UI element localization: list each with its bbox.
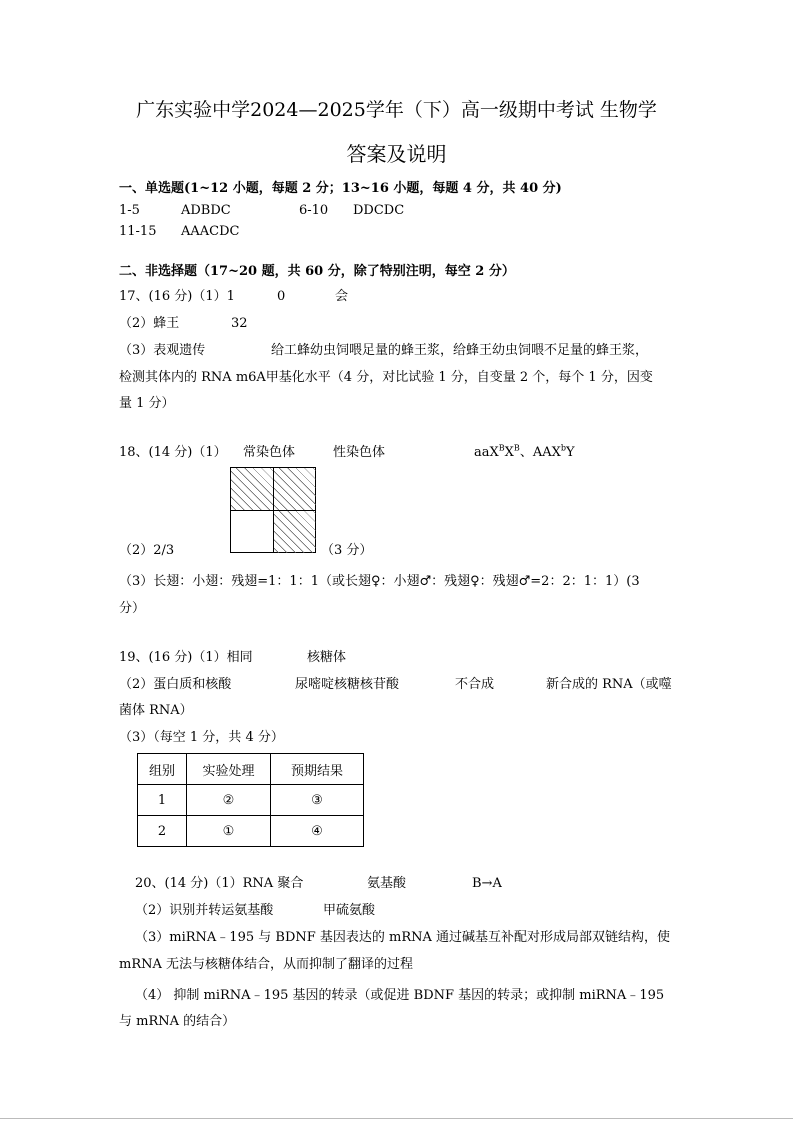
mc-range-11-15: 11-15 [119, 224, 157, 239]
q19-answer-2: 核糖体 [307, 650, 347, 665]
table-cell: ② [187, 785, 271, 816]
q20-part2: （2）识别并转运氨基酸 [135, 903, 274, 918]
q17-part3-answer: 给工蜂幼虫饲喂足量的蜂王浆，给蜂王幼虫饲喂不足量的蜂王浆， [271, 343, 649, 358]
q18-part3: （3）长翅：小翅：残翅=1：1：1（或长翅♀：小翅♂：残翅♀：残翅♂=2：2：1：1）(3 [119, 574, 640, 589]
q19-part2-line2: 菌体 RNA） [119, 703, 193, 718]
q20-part2-answer: 甲硫氨酸 [323, 903, 376, 918]
q18-genotypes: $aaX^BX^B$、AAX$^b$Y [474, 443, 575, 460]
q17-part3: （3）表观遗传 [119, 343, 206, 358]
mc-answers-1-5: ADBDC [181, 203, 231, 218]
section2-heading: 二、非选择题（17~20 题，共 60 分，除了特别注明，每空 2 分） [119, 264, 515, 279]
mc-answers-11-15: AAACDC [181, 224, 240, 239]
section1-heading: 一、单选题(1~12 小题，每题 2 分；13~16 小题，每题 4 分，共 40 分) [119, 181, 562, 196]
q20-answer-2: 氨基酸 [367, 876, 407, 891]
q20-part4-line2: 与 mRNA 的结合） [119, 1014, 236, 1029]
q19-part2-answer-4: 新合成的 RNA（或噬 [546, 677, 672, 692]
q19-head: 19、(16 分)（1）相同 [119, 650, 253, 665]
table-header-row [138, 754, 364, 785]
table-cell: ③ [271, 785, 364, 816]
q19-part3: （3）（每空 1 分，共 4 分） [119, 730, 284, 745]
q18-answer-2: 性染色体 [333, 445, 386, 460]
table-header-cell: 实验处理 [187, 754, 271, 785]
grid-divider-horizontal [231, 510, 315, 511]
page-bottom-border [0, 1118, 793, 1119]
mc-range-1-5: 1-5 [119, 203, 140, 218]
document-subtitle: 答案及说明 [346, 142, 447, 166]
q19-part2-answer-2: 尿嘧啶核糖核苷酸 [295, 677, 400, 692]
q17-answer-3: 会 [335, 289, 349, 304]
q20-head: 20、(14 分)（1）RNA 聚合 [135, 876, 304, 891]
q18-answer-1: 常染色体 [243, 445, 296, 460]
document-title: 广东实验中学2024—2025学年（下）高一级期中考试 生物学 [136, 99, 657, 121]
table-header-cell: 预期结果 [271, 754, 364, 785]
q20-part3-line2: mRNA 无法与核糖体结合，从而抑制了翻译的过程 [119, 957, 414, 972]
q20-part4: （4） 抑制 miRNA﹣195 基因的转录（或促进 BDNF 基因的转录；或抑制 miRNA﹣195 [135, 988, 665, 1003]
q17-head: 17、(16 分)（1）1 [119, 289, 235, 304]
table-row [138, 816, 364, 847]
table-cell: ④ [271, 816, 364, 847]
table-cell: ① [187, 816, 271, 847]
mc-range-6-10: 6-10 [299, 203, 329, 218]
q18-head: 18、(14 分)（1） [119, 445, 227, 460]
q19-results-table [137, 753, 364, 847]
q19-part2: （2）蛋白质和核酸 [119, 677, 232, 692]
mc-answers-6-10: DDCDC [353, 203, 405, 218]
q18-part2: （2）2/3 [119, 543, 175, 558]
q17-part2: （2）蜂王 [119, 316, 180, 331]
table-cell: 2 [138, 816, 187, 847]
q19-part2-answer-3: 不合成 [455, 677, 495, 692]
punnett-square-diagram [230, 467, 316, 553]
table-cell: 1 [138, 785, 187, 816]
grid-cell-bottom-left-empty [231, 511, 273, 553]
table-header-cell: 组别 [138, 754, 187, 785]
grid-cell-bottom-right-shaded [274, 511, 316, 553]
grid-cell-top-left-shaded [231, 468, 273, 510]
q17-part2-answer: 32 [231, 316, 248, 331]
q17-answer-2: 0 [277, 289, 286, 304]
table-row [138, 785, 364, 816]
grid-cell-top-right-shaded [274, 468, 316, 510]
q17-part3-line3: 量 1 分） [119, 396, 175, 411]
q20-answer-3: B→A [472, 876, 502, 891]
q17-part3-line2: 检测其体内的 RNA m6A甲基化水平（4 分，对比试验 1 分，自变量 2 个，每个 1 分，因变 [119, 370, 653, 385]
q18-part3-line2: 分） [119, 601, 146, 616]
q18-part2-score: （3 分） [321, 543, 373, 558]
q20-part3: （3）miRNA﹣195 与 BDNF 基因表达的 mRNA 通过碱基互补配对形成局部双链结构，使 [135, 930, 671, 945]
